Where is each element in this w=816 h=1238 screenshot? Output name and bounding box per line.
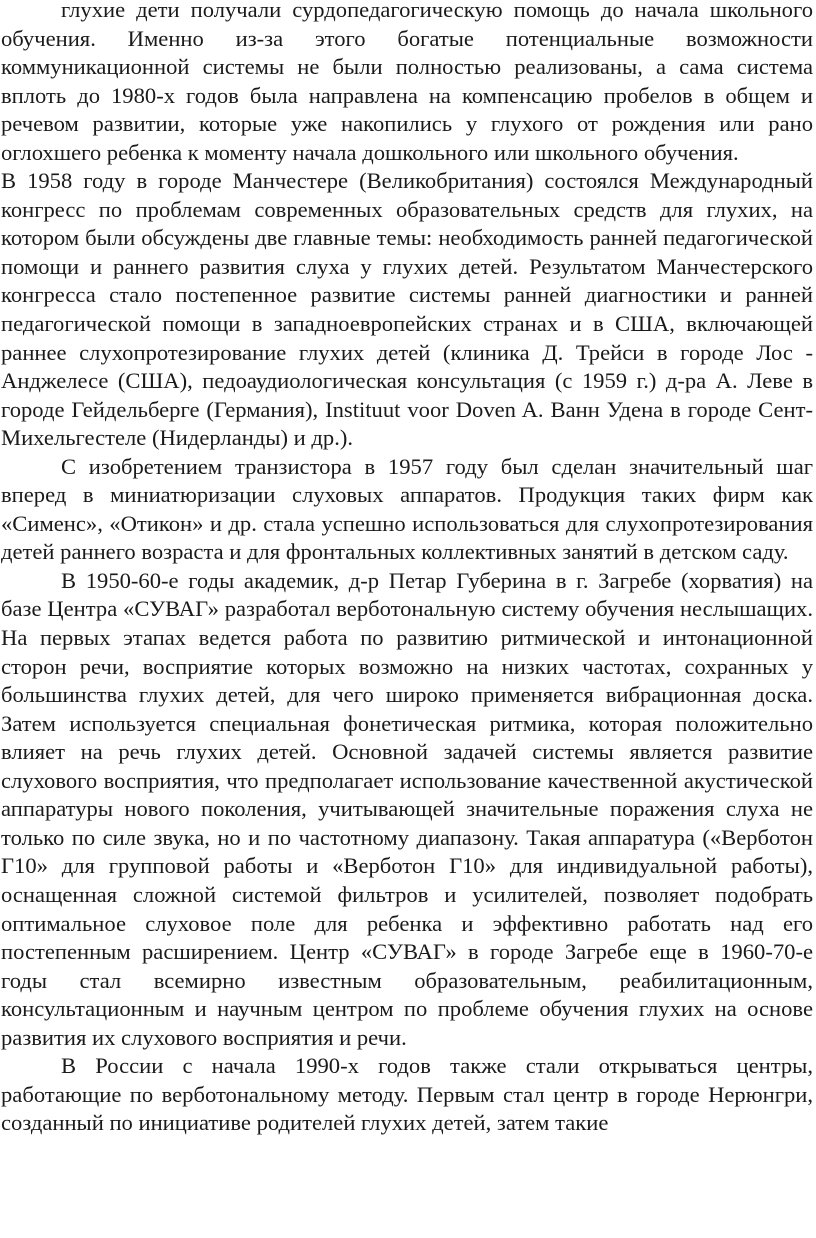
paragraph-3: С изобретением транзистора в 1957 году был сделан значительный шаг вперед в миниатюризации слуховых аппаратов. Продукция таких фирм как «Сименс», «Отикон» и др. стала успешно использоваться для слухопротезирования детей раннего возраста и для фронтальных коллективных занятий в детском саду. xyxy=(1,453,813,565)
paragraph-4: В 1950-60-е годы академик, д-р Петар Губерина в г. Загребе (хорватия) на базе Центра «СУВАГ» разработал верботональную систему обучения неслышащих. На первых этапах ведется работа по развитию ритмической и интонационной сторон речи, восприятие которых возможно на низких частотах, сохранных у большинства глухих детей, для чего широко применяется вибрационная доска. Затем используется специальная фонетическая ритмика, которая положительно влияет на речь глухих детей. Основной задачей системы является развитие слухового восприятия, что предполагает использование качественной акустической аппаратуры нового поколения, учитывающей значительные поражения слуха не только по силе звука, но и по частотному диапазону. Такая аппаратура («Верботон Г10» для групповой работы и «Верботон Г10» для индивидуальной работы), оснащенная сложной системой фильтров и усилителей, позволяет подобрать оптимальное слуховое поле для ребенка и эффективно работать над его постепенным расширением. Центр «СУВАГ» в городе Загребе еще в 1960-70-е годы стал всемирно известным образовательным, реабилитационным, консультационным и научным центром по проблеме обучения глухих на основе развития их слухового восприятия и речи. xyxy=(1,567,813,1050)
paragraph-1: глухие дети получали сурдопедагогическую помощь до начала школьного обучения. Именно из-за этого богатые потенциальные возможности коммуникационной системы не были полностью реализованы, а сама система вплоть до 1980-х годов была направлена на компенсацию пробелов в общем и речевом развитии, которые уже накопились у глухого от рождения или рано оглохшего ребенка к моменту начала дошкольного или школьного обучения. xyxy=(1,0,813,165)
paragraph-2: В 1958 году в городе Манчестере (Великобритания) состоялся Международный конгресс по проблемам современных образовательных средств для глухих, на котором были обсуждены две главные темы: необходимость ранней педагогической помощи и раннего развития слуха у глухих детей. Результатом Манчестерского конгресса стало постепенное развитие системы ранней диагностики и ранней педагогической помощи в западноевропейских странах и в США, включающей раннее слухопротезирование глухих детей (клиника Д. Трейси в городе Лос - Анджелесе (США), педоаудиологическая консультация (с 1959 г.) д-ра А. Леве в городе Гейдельберге (Германия), Instituut voor Doven A. Ванн Удена в городе Сент-Михельгестеле (Нидерланды) и др.). xyxy=(1,168,813,451)
paragraph-5: В России с начала 1990-х годов также стали открываться центры, работающие по верботональному методу. Первым стал центр в городе Нерюнгри, созданный по инициативе родителей глухих детей, затем такие xyxy=(1,1053,813,1136)
